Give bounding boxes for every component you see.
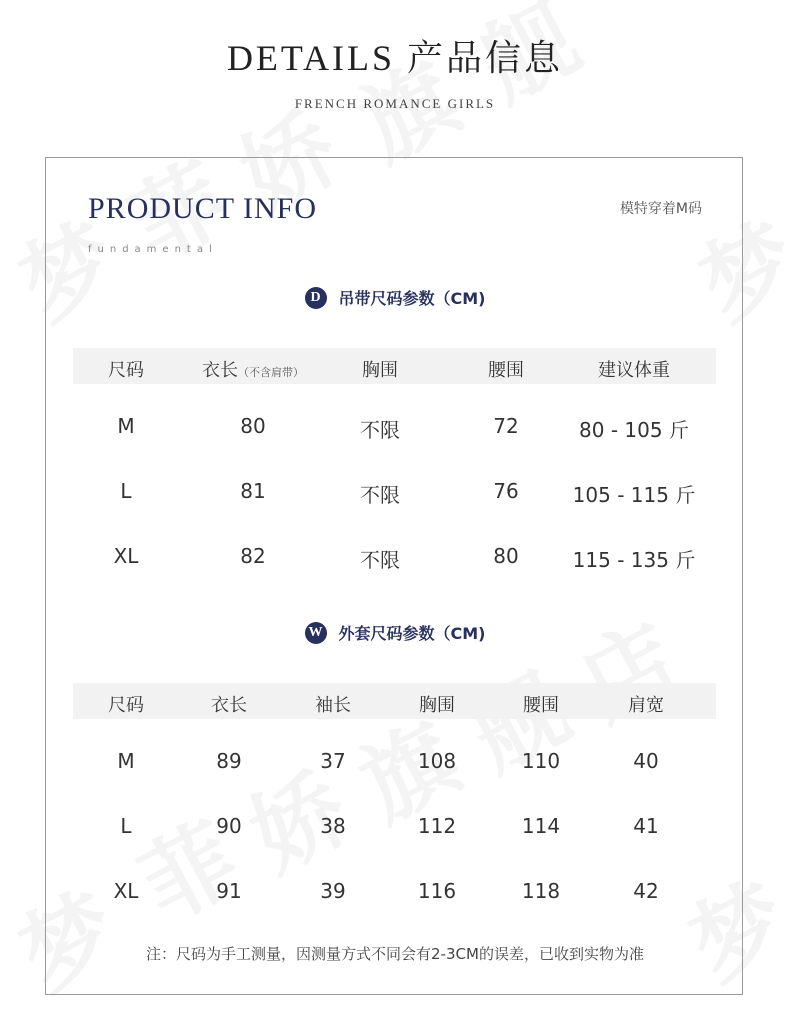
table-cell: 118 — [521, 879, 561, 903]
table-cell: 110 — [521, 749, 561, 773]
product-info-panel — [45, 157, 743, 995]
model-size-note: 模特穿着M码 — [619, 201, 702, 217]
table-cell: 81 — [240, 479, 266, 503]
measurement-footnote: 注：尺码为手工测量，因测量方式不同会有2-3CM的误差，已收到实物为准 — [146, 945, 644, 963]
column-header-label: 衣长 — [202, 360, 238, 381]
table-cell: 116 — [417, 879, 457, 903]
table-cell: 112 — [417, 814, 457, 838]
coat-badge-icon: W — [305, 622, 327, 644]
table-cell: 41 — [633, 814, 659, 838]
table-cell: 38 — [320, 814, 346, 838]
table-cell: 115 - 135 斤 — [572, 548, 696, 572]
dress-table-header — [73, 348, 716, 384]
table-row — [73, 471, 716, 511]
column-header: 袖长 — [315, 695, 351, 716]
coat-table-header — [73, 683, 716, 719]
table-cell: 39 — [320, 879, 346, 903]
column-header: 腰围 — [523, 695, 559, 716]
column-header: 胸围 — [362, 360, 398, 381]
table-row — [73, 741, 716, 781]
column-header-note: （不含肩带） — [238, 366, 304, 379]
table-cell: XL — [113, 879, 139, 903]
table-cell: M — [117, 749, 135, 773]
column-header: 衣长 — [211, 695, 247, 716]
table-cell: 40 — [633, 749, 659, 773]
table-cell: 80 — [240, 414, 266, 438]
table-cell: 108 — [417, 749, 457, 773]
page-subtitle: FRENCH ROMANCE GIRLS — [294, 96, 496, 111]
dress-section-label: 吊带尺码参数（CM) — [338, 289, 486, 308]
column-header — [202, 356, 304, 382]
table-cell: 105 - 115 斤 — [572, 483, 696, 507]
column-header: 腰围 — [488, 360, 524, 381]
table-cell: 37 — [320, 749, 346, 773]
table-row — [73, 406, 716, 446]
table-cell: L — [120, 814, 132, 838]
table-cell: 42 — [633, 879, 659, 903]
table-cell: M — [117, 414, 135, 438]
table-cell: 72 — [493, 414, 519, 438]
table-cell: 91 — [216, 879, 242, 903]
column-header: 建议体重 — [598, 360, 670, 381]
panel-subtitle: fundamental — [88, 244, 218, 255]
panel-title: PRODUCT INFO — [88, 192, 317, 225]
table-cell: 89 — [216, 749, 242, 773]
table-cell: 114 — [521, 814, 561, 838]
table-cell: 80 — [493, 544, 519, 568]
table-cell: 不限 — [360, 483, 400, 507]
dress-size-section-title — [46, 286, 744, 309]
table-cell: 76 — [493, 479, 519, 503]
dress-badge-icon: D — [305, 287, 327, 309]
page-title: DETAILS 产品信息 — [226, 38, 564, 78]
column-header: 肩宽 — [628, 695, 664, 716]
table-cell: 80 - 105 斤 — [579, 418, 689, 442]
column-header: 尺码 — [108, 695, 144, 716]
table-row — [73, 871, 716, 911]
table-cell: L — [120, 479, 132, 503]
table-cell: 82 — [240, 544, 266, 568]
table-cell: 不限 — [360, 418, 400, 442]
table-row — [73, 806, 716, 846]
column-header: 胸围 — [419, 695, 455, 716]
column-header: 尺码 — [108, 360, 144, 381]
coat-size-section-title — [46, 621, 744, 644]
table-cell: XL — [113, 544, 139, 568]
coat-section-label: 外套尺码参数（CM) — [338, 624, 486, 643]
table-row — [73, 536, 716, 576]
table-cell: 不限 — [360, 548, 400, 572]
table-cell: 90 — [216, 814, 242, 838]
